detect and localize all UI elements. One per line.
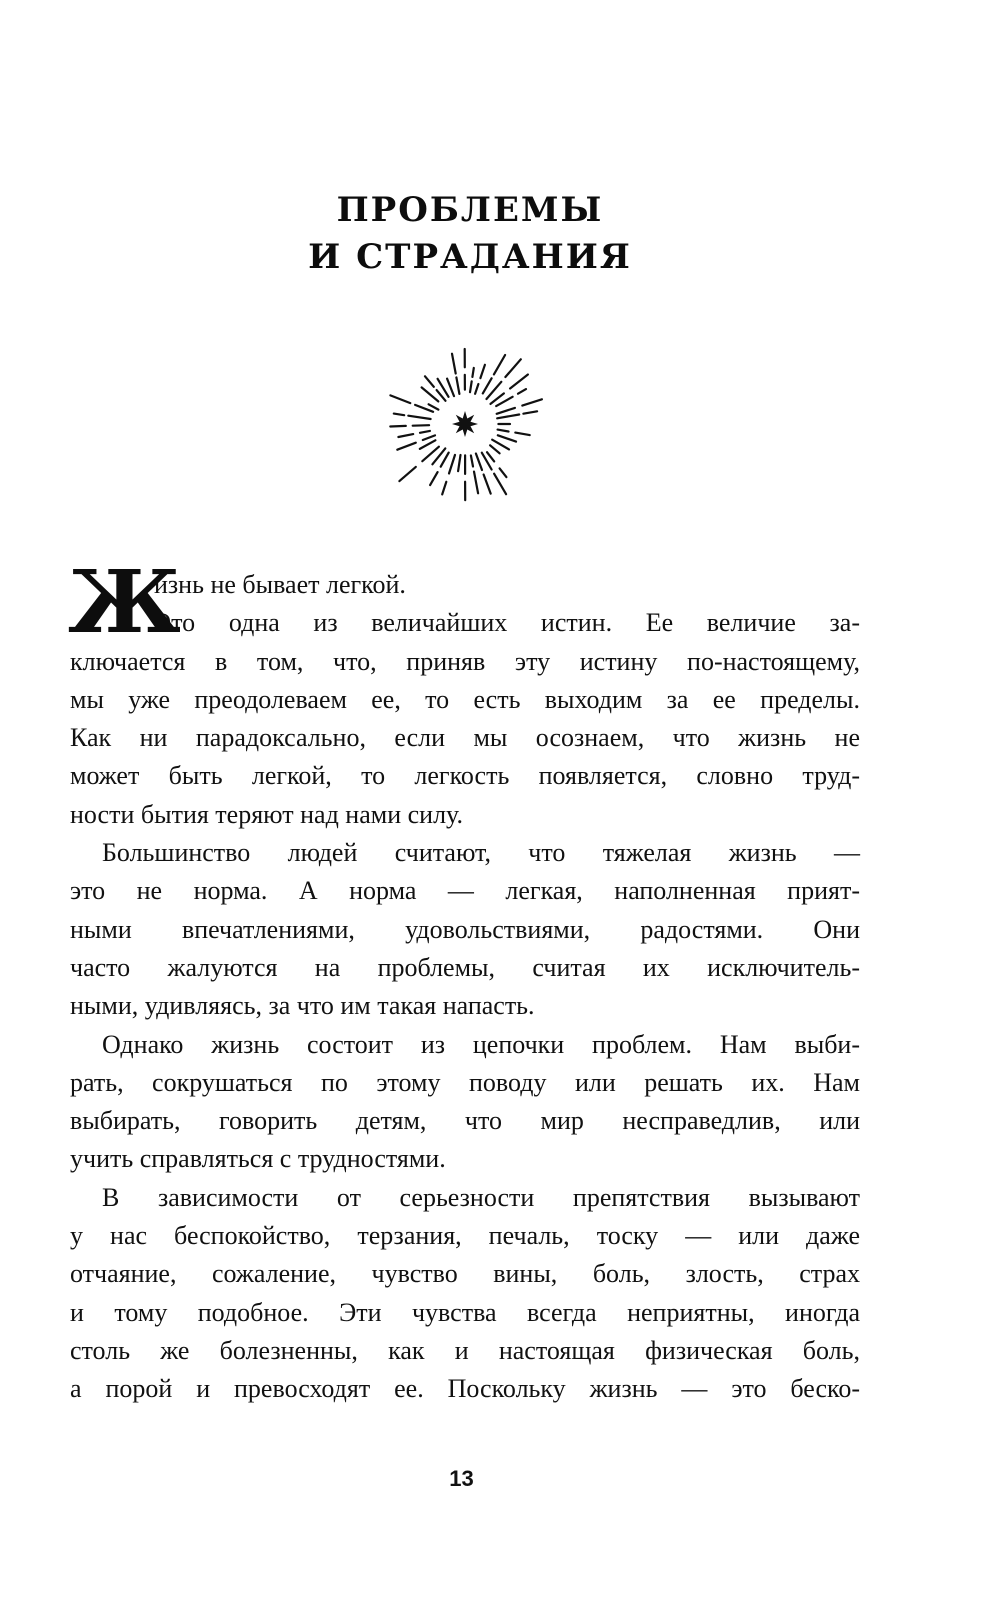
sunburst-star-icon <box>365 324 565 524</box>
paragraph-2 <box>70 834 860 1025</box>
text-line: мы уже преодолеваем ее, то есть выходим за ее пределы. <box>70 684 860 714</box>
text-line: ности бытия теряют над нами силу. <box>70 799 463 829</box>
text-line: и тому подобное. Эти чувства всегда неприятны, иногда <box>70 1297 860 1327</box>
text-line: ключается в том, что, приняв эту истину по-настоящему, <box>70 646 860 676</box>
text-line: Как ни парадоксально, если мы осознаем, что жизнь не <box>70 723 860 753</box>
chapter-title-line-2: И СТРАДАНИЯ <box>308 236 632 277</box>
text-line: это не норма. А норма — легкая, наполненная прият- <box>70 876 860 906</box>
text-line: у нас беспокойство, терзания, печаль, тоску — или даже <box>70 1221 860 1251</box>
chapter-body <box>68 552 860 1409</box>
chapter-title <box>0 187 940 281</box>
chapter-title-line-1: ПРОБЛЕМЫ <box>336 189 604 230</box>
text-line: ными, удивляясь, за что им такая напасть. <box>70 991 535 1021</box>
page-number: 13 <box>449 1466 474 1491</box>
text-line: ными впечатлениями, удовольствиями, радостями. Они <box>70 914 860 944</box>
text-line: Большинство людей считают, что тяжелая жизнь — <box>102 838 860 868</box>
text-line: В зависимости от серьезности препятствия вызывают <box>102 1182 860 1212</box>
text-line: выбирать, говорить детям, что мир несправедлив, или <box>70 1106 860 1136</box>
drop-cap: Ж <box>68 552 181 653</box>
text-line: Это одна из величайших истин. Ее величие за- <box>154 608 860 638</box>
text-line: столь же болезненны, как и настоящая физическая боль, <box>70 1335 860 1365</box>
text-line: может быть легкой, то легкость появляется, словно труд- <box>70 761 860 791</box>
text-line: часто жалуются на проблемы, считая их исключитель- <box>70 952 860 982</box>
text-line: учить справляться с трудностями. <box>70 1144 446 1174</box>
paragraph-1 <box>68 552 860 834</box>
text-line: отчаяние, сожаление, чувство вины, боль, злость, страх <box>70 1259 860 1289</box>
text-line: а порой и превосходят ее. Поскольку жизнь — это беско- <box>70 1374 860 1404</box>
text-line: рать, сокрушаться по этому поводу или решать их. Нам <box>70 1067 860 1097</box>
text-line: Однако жизнь состоит из цепочки проблем. Нам выби- <box>102 1029 860 1059</box>
paragraph-3 <box>70 1026 860 1179</box>
text-line: изнь не бывает легкой. <box>154 570 406 599</box>
paragraph-4 <box>70 1179 860 1409</box>
